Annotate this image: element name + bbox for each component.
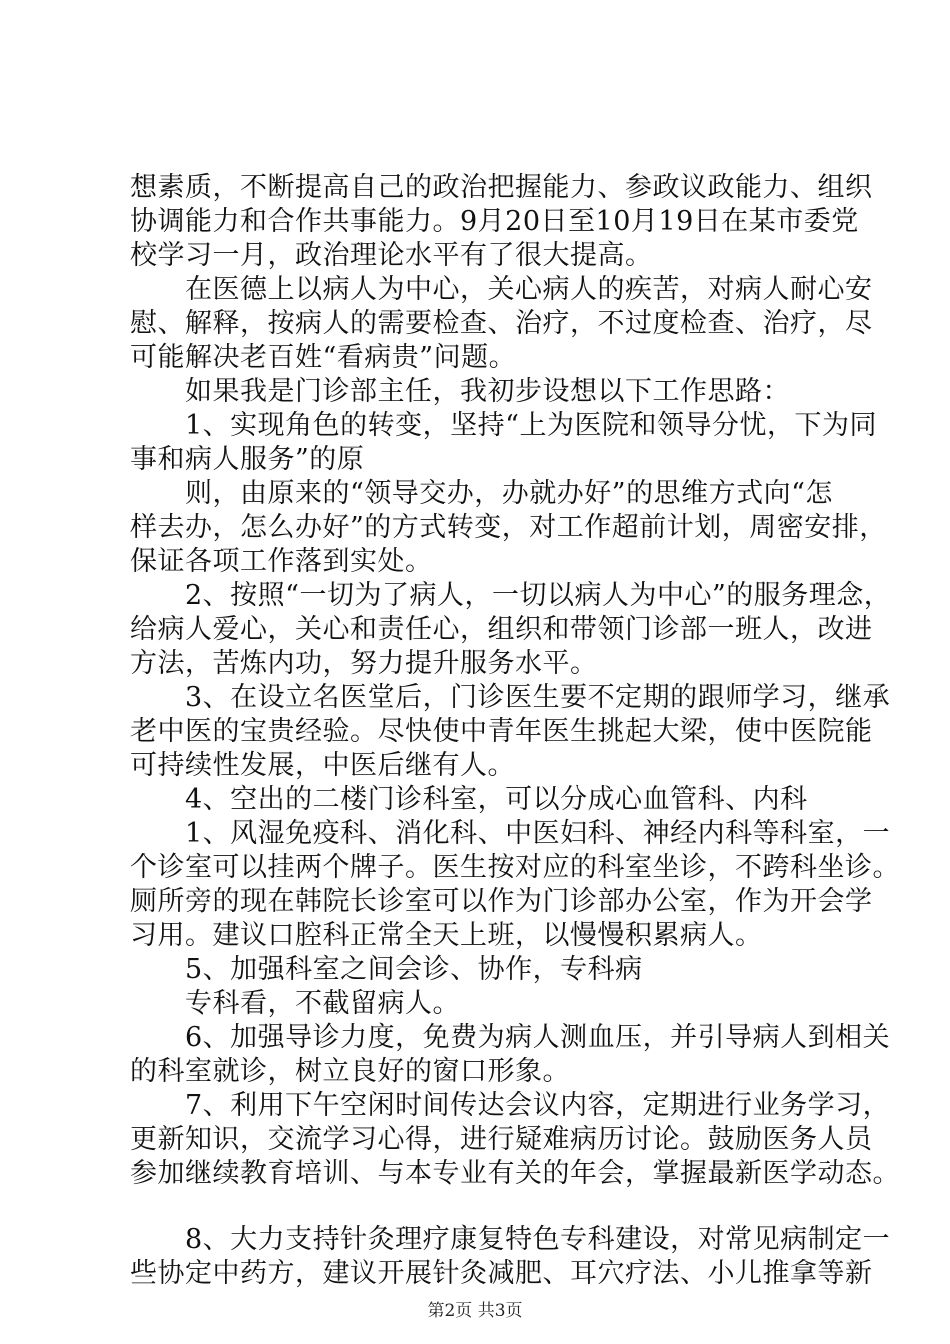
- text-line: 想素质，不断提高自己的政治把握能力、参政议政能力、组织: [130, 172, 873, 203]
- text-line: 5、加强科室之间会诊、协作，专科病: [130, 954, 643, 985]
- page-footer: 第2页 共3页: [427, 1301, 523, 1321]
- text-line: 2、按照“一切为了病人，一切以病人为中心”的服务理念，: [130, 580, 892, 611]
- text-line: 协调能力和合作共事能力。9月20日至10月19日在某市委党: [130, 206, 859, 237]
- text-line: 7、利用下午空闲时间传达会议内容，定期进行业务学习，: [130, 1090, 891, 1121]
- text-line: 参加继续教育培训、与本专业有关的年会，掌握最新医学动态。: [130, 1158, 900, 1189]
- text-line: 习用。建议口腔科正常全天上班，以慢慢积累病人。: [130, 920, 763, 951]
- text-line: 厕所旁的现在韩院长诊室可以作为门诊部办公室，作为开会学: [130, 886, 873, 917]
- text-line: 方法，苦炼内功，努力提升服务水平。: [130, 648, 598, 679]
- text-line: 可能解决老百姓“看病贵”问题。: [130, 342, 517, 373]
- text-line: 些协定中药方，建议开展针灸减肥、耳穴疗法、小儿推拿等新: [130, 1258, 873, 1289]
- text-line: 事和病人服务”的原: [130, 444, 365, 475]
- text-line: 如果我是门诊部主任，我初步设想以下工作思路：: [130, 376, 790, 407]
- text-line: 3、在设立名医堂后，门诊医生要不定期的跟师学习，继承: [130, 682, 891, 713]
- text-line: 校学习一月，政治理论水平有了很大提高。: [130, 240, 653, 271]
- text-line: 保证各项工作落到实处。: [130, 546, 433, 577]
- text-line: 个诊室可以挂两个牌子。医生按对应的科室坐诊，不跨科坐诊。: [130, 852, 900, 883]
- text-line: 4、空出的二楼门诊科室，可以分成心血管科、内科: [130, 784, 808, 815]
- text-line: 样去办，怎么办好”的方式转变，对工作超前计划，周密安排，: [130, 512, 887, 543]
- text-line: 在医德上以病人为中心，关心病人的疾苦，对病人耐心安: [130, 274, 873, 305]
- text-line: 1、实现角色的转变，坚持“上为医院和领导分忧，下为同: [130, 410, 877, 441]
- text-line: 更新知识，交流学习心得，进行疑难病历讨论。鼓励医务人员: [130, 1124, 873, 1155]
- text-line: 老中医的宝贵经验。尽快使中青年医生挑起大梁，使中医院能: [130, 716, 873, 747]
- text-line: 则，由原来的“领导交办，办就办好”的思维方式向“怎: [130, 478, 833, 509]
- text-line: 专科看，不截留病人。: [130, 988, 460, 1019]
- text-line: 1、风湿免疫科、消化科、中医妇科、神经内科等科室，一: [130, 818, 891, 849]
- text-line: 6、加强导诊力度，免费为病人测血压，并引导病人到相关: [130, 1022, 891, 1053]
- text-line: 8、大力支持针灸理疗康复特色专科建设，对常见病制定一: [130, 1224, 891, 1255]
- text-line: 给病人爱心，关心和责任心，组织和带领门诊部一班人，改进: [130, 614, 873, 645]
- text-line: 可持续性发展，中医后继有人。: [130, 750, 515, 781]
- text-line: 的科室就诊，树立良好的窗口形象。: [130, 1056, 570, 1087]
- text-line: 慰、解释，按病人的需要检查、治疗，不过度检查、治疗，尽: [130, 308, 873, 339]
